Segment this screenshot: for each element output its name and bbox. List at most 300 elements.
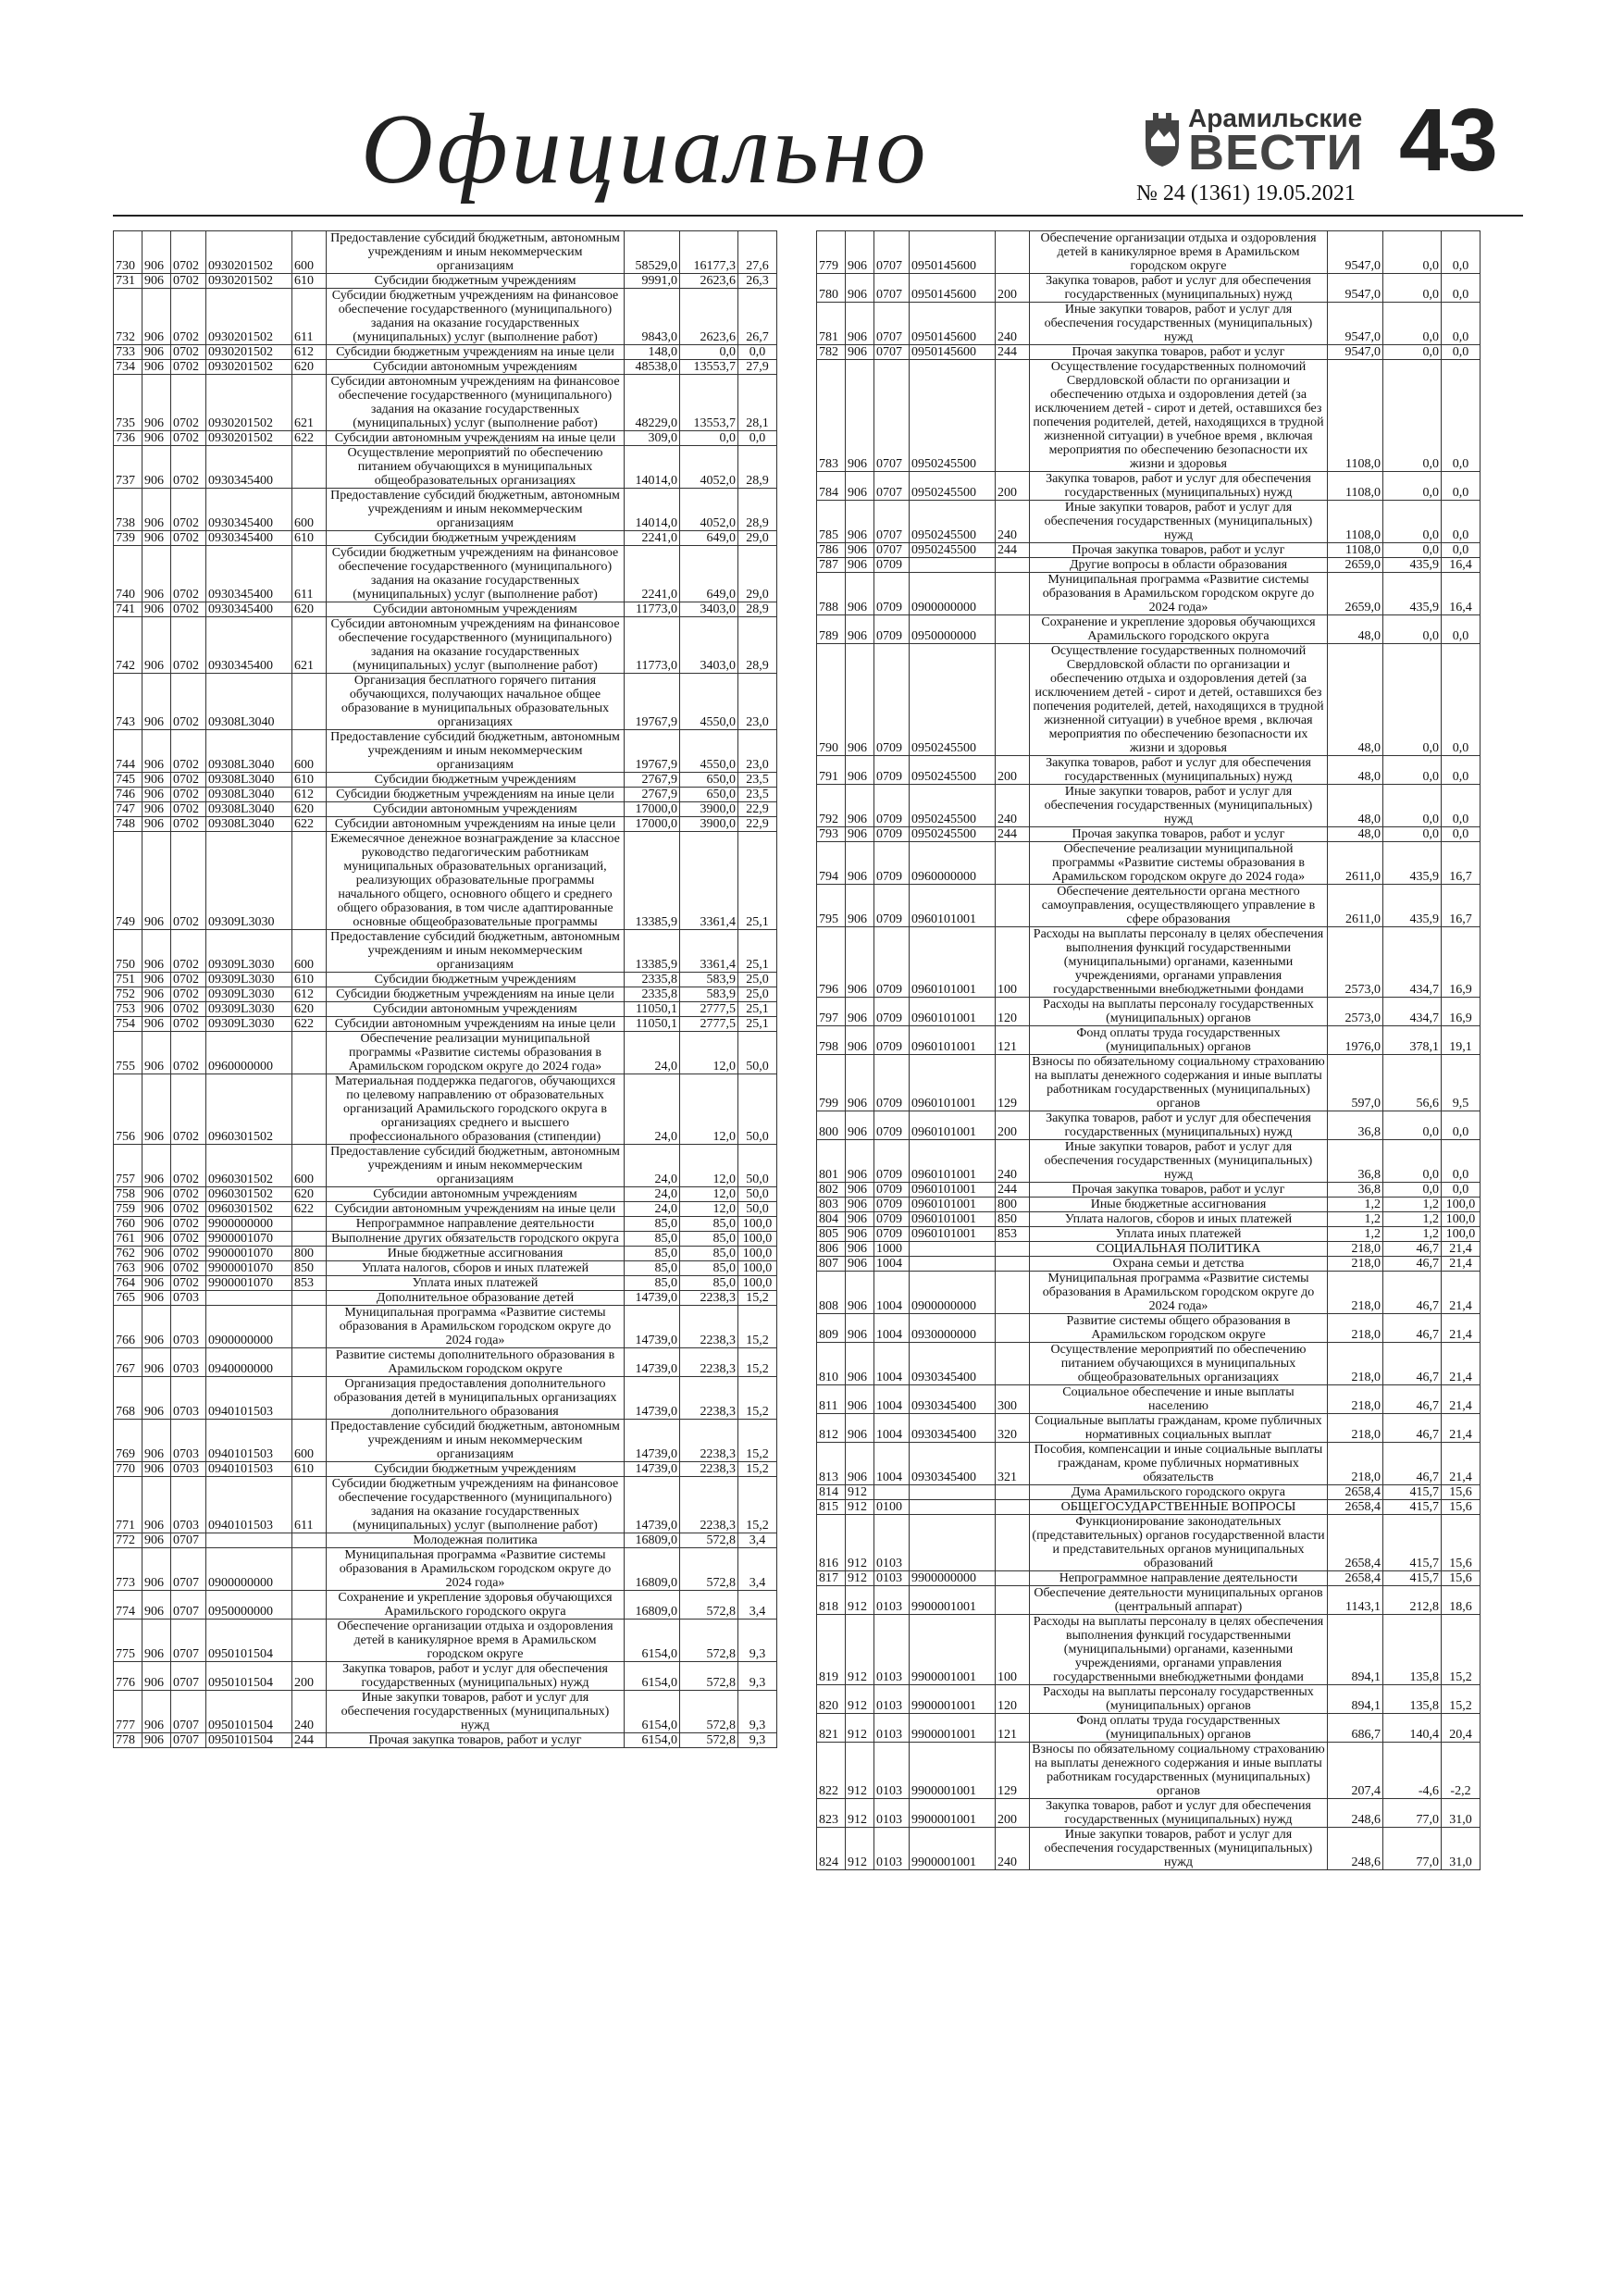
- target-article: 09309L3030: [206, 973, 292, 987]
- expense-type: 620: [292, 360, 327, 375]
- execution-percent: 50,0: [738, 1187, 777, 1202]
- plan-amount: 48,0: [1328, 644, 1383, 756]
- row-number: 752: [114, 987, 142, 1002]
- target-article: 0930201502: [206, 289, 292, 345]
- actual-amount: 0,0: [680, 345, 738, 360]
- department-code: 906: [846, 756, 874, 785]
- section-code: 0702: [171, 1261, 206, 1276]
- expense-name: Выполнение других обязательств городского округа: [327, 1232, 625, 1247]
- section-code: 0707: [171, 1662, 206, 1691]
- section-code: 0103: [874, 1515, 910, 1571]
- department-code: 906: [142, 1002, 171, 1017]
- left-table-body: [114, 231, 777, 1748]
- row-number: 798: [817, 1026, 846, 1055]
- actual-amount: 415,7: [1383, 1485, 1442, 1500]
- expense-type: 620: [292, 1002, 327, 1017]
- row-number: 824: [817, 1828, 846, 1870]
- expense-name: Уплата иных платежей: [327, 1276, 625, 1291]
- expense-name: Социальные выплаты гражданам, кроме публичных нормативных социальных выплат: [1030, 1414, 1328, 1443]
- section-code: 0707: [874, 472, 910, 501]
- row-number: 794: [817, 842, 846, 885]
- expense-name: Иные закупки товаров, работ и услуг для обеспечения государственных (муниципальных) нужд: [1030, 1140, 1328, 1183]
- target-article: [206, 1533, 292, 1548]
- expense-name: Субсидии бюджетным учреждениям на финансовое обеспечение государственного (муниципального) задания на оказание государственных (муниципальных) услуг (выполнение работ): [327, 1477, 625, 1533]
- table-row: [114, 274, 777, 289]
- row-number: 750: [114, 930, 142, 973]
- actual-amount: 572,8: [680, 1548, 738, 1591]
- expense-type: 850: [996, 1212, 1030, 1227]
- section-code: 0709: [874, 885, 910, 927]
- execution-percent: 0,0: [738, 345, 777, 360]
- row-number: 814: [817, 1485, 846, 1500]
- expense-type: [996, 1272, 1030, 1314]
- row-number: 771: [114, 1477, 142, 1533]
- section-code: 0709: [874, 927, 910, 998]
- target-article: 0930345400: [206, 531, 292, 546]
- expense-name: Ежемесячное денежное вознаграждение за классное руководство педагогическим работникам муниципальных образовательных организаций, реализующих образовательные программы начального общего, основного общего и среднего общего образования, в том числе адаптированные основные общеобразовательные программы: [327, 832, 625, 930]
- expense-type: 600: [292, 730, 327, 773]
- expense-type: 620: [292, 602, 327, 617]
- expense-name: Муниципальная программа «Развитие системы образования в Арамильском городском округе до 2024 года»: [327, 1306, 625, 1348]
- actual-amount: 435,9: [1383, 558, 1442, 573]
- section-code: 0103: [874, 1743, 910, 1799]
- plan-amount: 19767,9: [625, 730, 680, 773]
- expense-type: 100: [996, 1615, 1030, 1685]
- section-code: 0707: [874, 303, 910, 345]
- execution-percent: 15,6: [1442, 1515, 1481, 1571]
- execution-percent: 21,4: [1442, 1414, 1481, 1443]
- table-row: [817, 1615, 1481, 1685]
- expense-name: Субсидии автономным учреждениям на финансовое обеспечение государственного (муниципального) задания на оказание государственных (муниципальных) услуг (выполнение работ): [327, 617, 625, 674]
- expense-name: Уплата налогов, сборов и иных платежей: [1030, 1212, 1328, 1227]
- row-number: 818: [817, 1586, 846, 1615]
- target-article: 09309L3030: [206, 832, 292, 930]
- section-code: 0702: [171, 345, 206, 360]
- execution-percent: 3,4: [738, 1533, 777, 1548]
- department-code: 906: [142, 973, 171, 987]
- expense-type: 610: [292, 274, 327, 289]
- header-divider: [113, 215, 1523, 217]
- expense-name: Закупка товаров, работ и услуг для обеспечения государственных (муниципальных) нужд: [1030, 274, 1328, 303]
- table-row: [114, 446, 777, 489]
- execution-percent: 0,0: [1442, 1111, 1481, 1140]
- actual-amount: 572,8: [680, 1662, 738, 1691]
- target-article: [910, 558, 996, 573]
- actual-amount: 0,0: [1383, 785, 1442, 827]
- expense-type: 610: [292, 1462, 327, 1477]
- expense-type: 200: [996, 756, 1030, 785]
- row-number: 733: [114, 345, 142, 360]
- table-row: [817, 1743, 1481, 1799]
- execution-percent: 29,0: [738, 546, 777, 602]
- execution-percent: 15,2: [1442, 1615, 1481, 1685]
- target-article: 0950101504: [206, 1662, 292, 1691]
- department-code: 906: [846, 274, 874, 303]
- expense-name: Иные закупки товаров, работ и услуг для обеспечения государственных (муниципальных) нужд: [327, 1691, 625, 1733]
- department-code: 906: [142, 1276, 171, 1291]
- target-article: 0960101001: [910, 1111, 996, 1140]
- table-row: [114, 1620, 777, 1662]
- department-code: 906: [142, 674, 171, 730]
- actual-amount: 85,0: [680, 1247, 738, 1261]
- plan-amount: 597,0: [1328, 1055, 1383, 1111]
- row-number: 776: [114, 1662, 142, 1691]
- row-number: 753: [114, 1002, 142, 1017]
- expense-name: Сохранение и укрепление здоровья обучающихся Арамильского городского округа: [327, 1591, 625, 1620]
- expense-type: 200: [996, 274, 1030, 303]
- section-code: 1004: [874, 1314, 910, 1343]
- execution-percent: 0,0: [1442, 543, 1481, 558]
- department-code: 906: [846, 472, 874, 501]
- plan-amount: 11773,0: [625, 617, 680, 674]
- section-code: 0709: [874, 615, 910, 644]
- section-code: 0707: [874, 360, 910, 472]
- execution-percent: 31,0: [1442, 1799, 1481, 1828]
- expense-type: 321: [996, 1443, 1030, 1485]
- actual-amount: 13553,7: [680, 375, 738, 431]
- section-code: 0702: [171, 773, 206, 788]
- section-code: 0702: [171, 802, 206, 817]
- target-article: 0930345400: [910, 1414, 996, 1443]
- section-code: 0702: [171, 446, 206, 489]
- expense-type: [292, 446, 327, 489]
- row-number: 769: [114, 1420, 142, 1462]
- department-code: 906: [846, 842, 874, 885]
- expense-name: Обеспечение деятельности органа местного самоуправления, осуществляющего управление в сфере образования: [1030, 885, 1328, 927]
- expense-name: Взносы по обязательному социальному страхованию на выплаты денежного содержания и иные выплаты работникам государственных (муниципальных) органов: [1030, 1743, 1328, 1799]
- section-code: 0103: [874, 1799, 910, 1828]
- actual-amount: 3403,0: [680, 617, 738, 674]
- expense-type: 622: [292, 817, 327, 832]
- actual-amount: 2238,3: [680, 1291, 738, 1306]
- execution-percent: 16,7: [1442, 842, 1481, 885]
- actual-amount: 46,7: [1383, 1314, 1442, 1343]
- row-number: 774: [114, 1591, 142, 1620]
- department-code: 906: [846, 558, 874, 573]
- row-number: 804: [817, 1212, 846, 1227]
- expense-name: Иные бюджетные ассигнования: [327, 1247, 625, 1261]
- plan-amount: 248,6: [1328, 1828, 1383, 1870]
- row-number: 788: [817, 573, 846, 615]
- section-code: 0709: [874, 756, 910, 785]
- department-code: 906: [142, 489, 171, 531]
- section-code: 0702: [171, 973, 206, 987]
- row-number: 800: [817, 1111, 846, 1140]
- expense-type: 200: [996, 1799, 1030, 1828]
- expense-name: Иные закупки товаров, работ и услуг для обеспечения государственных (муниципальных) нужд: [1030, 785, 1328, 827]
- section-code: 0709: [874, 573, 910, 615]
- section-code: 0702: [171, 617, 206, 674]
- expense-name: Предоставление субсидий бюджетным, автономным учреждениям и иным некоммерческим организациям: [327, 1420, 625, 1462]
- expense-type: 244: [996, 543, 1030, 558]
- target-article: [206, 1291, 292, 1306]
- expense-name: Субсидии автономным учреждениям: [327, 1002, 625, 1017]
- department-code: 906: [846, 1026, 874, 1055]
- expense-name: Расходы на выплаты персоналу государственных (муниципальных) органов: [1030, 1685, 1328, 1714]
- table-row: [817, 1828, 1481, 1870]
- execution-percent: 16,4: [1442, 573, 1481, 615]
- table-row: [817, 573, 1481, 615]
- section-code: 0709: [874, 842, 910, 885]
- section-code: 0100: [874, 1500, 910, 1515]
- expense-name: Субсидии автономным учреждениям: [327, 602, 625, 617]
- execution-percent: 23,5: [738, 788, 777, 802]
- table-row: [114, 1533, 777, 1548]
- row-number: 791: [817, 756, 846, 785]
- actual-amount: 572,8: [680, 1691, 738, 1733]
- expense-name: Дума Арамильского городского округа: [1030, 1485, 1328, 1500]
- section-code: 0702: [171, 1032, 206, 1074]
- expense-type: 320: [996, 1414, 1030, 1443]
- plan-amount: 9547,0: [1328, 303, 1383, 345]
- expense-type: 600: [292, 489, 327, 531]
- plan-amount: 218,0: [1328, 1242, 1383, 1257]
- section-code: 0702: [171, 274, 206, 289]
- expense-name: СОЦИАЛЬНАЯ ПОЛИТИКА: [1030, 1242, 1328, 1257]
- table-row: [114, 773, 777, 788]
- target-article: 0900000000: [910, 1272, 996, 1314]
- expense-name: Непрограммное направление деятельности: [327, 1217, 625, 1232]
- section-code: [874, 1485, 910, 1500]
- plan-amount: 48,0: [1328, 785, 1383, 827]
- plan-amount: 2659,0: [1328, 573, 1383, 615]
- target-article: 9900000000: [206, 1217, 292, 1232]
- plan-amount: 218,0: [1328, 1385, 1383, 1414]
- execution-percent: 100,0: [738, 1232, 777, 1247]
- section-code: 0702: [171, 1074, 206, 1145]
- department-code: 906: [142, 274, 171, 289]
- table-row: [114, 1662, 777, 1691]
- expense-name: Предоставление субсидий бюджетным, автономным учреждениям и иным некоммерческим организациям: [327, 231, 625, 274]
- table-row: [114, 1377, 777, 1420]
- actual-amount: 3403,0: [680, 602, 738, 617]
- execution-percent: 15,2: [738, 1348, 777, 1377]
- execution-percent: 0,0: [1442, 827, 1481, 842]
- plan-amount: 48,0: [1328, 615, 1383, 644]
- row-number: 808: [817, 1272, 846, 1314]
- expense-name: Другие вопросы в области образования: [1030, 558, 1328, 573]
- row-number: 746: [114, 788, 142, 802]
- row-number: 778: [114, 1733, 142, 1748]
- department-code: 906: [142, 1348, 171, 1377]
- expense-type: [292, 1548, 327, 1591]
- target-article: 0950000000: [910, 615, 996, 644]
- target-article: 0950145600: [910, 231, 996, 274]
- row-number: 780: [817, 274, 846, 303]
- expense-type: [996, 644, 1030, 756]
- expense-name: Закупка товаров, работ и услуг для обеспечения государственных (муниципальных) нужд: [1030, 1799, 1328, 1828]
- section-code: 0702: [171, 431, 206, 446]
- target-article: 0930345400: [206, 617, 292, 674]
- section-code: 0702: [171, 930, 206, 973]
- expense-name: Обеспечение реализации муниципальной программы «Развитие системы образования в Арамильском городском округе до 2024 года»: [327, 1032, 625, 1074]
- target-article: 0940101503: [206, 1377, 292, 1420]
- plan-amount: 1976,0: [1328, 1026, 1383, 1055]
- table-row: [114, 1002, 777, 1017]
- row-number: 740: [114, 546, 142, 602]
- target-article: 0930201502: [206, 274, 292, 289]
- expense-name: ОБЩЕГОСУДАРСТВЕННЫЕ ВОПРОСЫ: [1030, 1500, 1328, 1515]
- department-code: 906: [142, 930, 171, 973]
- section-code: 0702: [171, 289, 206, 345]
- plan-amount: 13385,9: [625, 832, 680, 930]
- plan-amount: 218,0: [1328, 1343, 1383, 1385]
- row-number: 779: [817, 231, 846, 274]
- execution-percent: 0,0: [1442, 360, 1481, 472]
- actual-amount: 572,8: [680, 1591, 738, 1620]
- expense-name: Расходы на выплаты персоналу государственных (муниципальных) органов: [1030, 998, 1328, 1026]
- execution-percent: 21,4: [1442, 1343, 1481, 1385]
- section-code: 0103: [874, 1714, 910, 1743]
- plan-amount: 1143,1: [1328, 1586, 1383, 1615]
- expense-type: [996, 558, 1030, 573]
- expense-name: Субсидии бюджетным учреждениям на иные цели: [327, 987, 625, 1002]
- actual-amount: 46,7: [1383, 1385, 1442, 1414]
- expense-type: [292, 1306, 327, 1348]
- target-article: [910, 1500, 996, 1515]
- row-number: 792: [817, 785, 846, 827]
- expense-type: 240: [996, 501, 1030, 543]
- plan-amount: 148,0: [625, 345, 680, 360]
- expense-name: Субсидии бюджетным учреждениям на финансовое обеспечение государственного (муниципального) задания на оказание государственных (муниципальных) услуг (выполнение работ): [327, 546, 625, 602]
- actual-amount: 0,0: [1383, 501, 1442, 543]
- expense-name: Субсидии автономным учреждениям на иные цели: [327, 431, 625, 446]
- actual-amount: 3361,4: [680, 832, 738, 930]
- section-code: 0702: [171, 531, 206, 546]
- execution-percent: 0,0: [1442, 231, 1481, 274]
- plan-amount: 1,2: [1328, 1198, 1383, 1212]
- plan-amount: 6154,0: [625, 1662, 680, 1691]
- expense-type: 100: [996, 927, 1030, 998]
- section-code: 0707: [171, 1591, 206, 1620]
- actual-amount: 0,0: [1383, 827, 1442, 842]
- actual-amount: 1,2: [1383, 1198, 1442, 1212]
- row-number: 758: [114, 1187, 142, 1202]
- table-row: [114, 1232, 777, 1247]
- table-row: [817, 1257, 1481, 1272]
- actual-amount: 140,4: [1383, 1714, 1442, 1743]
- expense-type: [292, 1217, 327, 1232]
- table-row: [114, 832, 777, 930]
- expense-type: [292, 1591, 327, 1620]
- expense-name: Прочая закупка товаров, работ и услуг: [1030, 1183, 1328, 1198]
- expense-name: Обеспечение организации отдыха и оздоровления детей в каникулярное время в Арамильском городском округе: [1030, 231, 1328, 274]
- section-code: 0709: [874, 1183, 910, 1198]
- plan-amount: 17000,0: [625, 817, 680, 832]
- department-code: 906: [142, 446, 171, 489]
- table-row: [114, 973, 777, 987]
- actual-amount: 572,8: [680, 1620, 738, 1662]
- target-article: 09308L3040: [206, 773, 292, 788]
- execution-percent: 27,9: [738, 360, 777, 375]
- department-code: 912: [846, 1714, 874, 1743]
- expense-name: Уплата налогов, сборов и иных платежей: [327, 1261, 625, 1276]
- execution-percent: 50,0: [738, 1074, 777, 1145]
- section-code: 0702: [171, 987, 206, 1002]
- department-code: 906: [142, 345, 171, 360]
- section-code: 0709: [874, 558, 910, 573]
- expense-name: Субсидии бюджетным учреждениям на финансовое обеспечение государственного (муниципального) задания на оказание государственных (муниципальных) услуг (выполнение работ): [327, 289, 625, 345]
- plan-amount: 2241,0: [625, 531, 680, 546]
- actual-amount: 2238,3: [680, 1477, 738, 1533]
- execution-percent: 25,1: [738, 1017, 777, 1032]
- expense-name: Муниципальная программа «Развитие системы образования в Арамильском городском округе до 2024 года»: [327, 1548, 625, 1591]
- expense-type: 853: [292, 1276, 327, 1291]
- table-row: [114, 1306, 777, 1348]
- expense-name: Муниципальная программа «Развитие системы образования в Арамильском городском округе до 2024 года»: [1030, 1272, 1328, 1314]
- department-code: 906: [846, 1257, 874, 1272]
- section-code: 0707: [171, 1620, 206, 1662]
- execution-percent: 9,5: [1442, 1055, 1481, 1111]
- department-code: 906: [846, 785, 874, 827]
- plan-amount: 1108,0: [1328, 501, 1383, 543]
- section-code: 1004: [874, 1443, 910, 1485]
- execution-percent: 27,6: [738, 231, 777, 274]
- row-number: 802: [817, 1183, 846, 1198]
- section-code: 0702: [171, 1187, 206, 1202]
- expense-type: [292, 1348, 327, 1377]
- actual-amount: 650,0: [680, 788, 738, 802]
- plan-amount: 36,8: [1328, 1183, 1383, 1198]
- target-article: 0930345400: [206, 602, 292, 617]
- actual-amount: 135,8: [1383, 1685, 1442, 1714]
- row-number: 819: [817, 1615, 846, 1685]
- department-code: 906: [846, 885, 874, 927]
- actual-amount: 649,0: [680, 531, 738, 546]
- row-number: 738: [114, 489, 142, 531]
- table-row: [114, 1291, 777, 1306]
- section-code: 0702: [171, 730, 206, 773]
- section-code: 0103: [874, 1828, 910, 1870]
- target-article: 0960101001: [910, 927, 996, 998]
- row-number: 813: [817, 1443, 846, 1485]
- department-code: 906: [142, 802, 171, 817]
- section-code: 0103: [874, 1685, 910, 1714]
- expense-name: Субсидии бюджетным учреждениям на иные цели: [327, 345, 625, 360]
- actual-amount: 0,0: [1383, 615, 1442, 644]
- execution-percent: 22,9: [738, 817, 777, 832]
- expense-type: 600: [292, 1145, 327, 1187]
- target-article: 0960301502: [206, 1145, 292, 1187]
- row-number: 782: [817, 345, 846, 360]
- table-row: [114, 231, 777, 274]
- target-article: 0960301502: [206, 1187, 292, 1202]
- execution-percent: 25,0: [738, 973, 777, 987]
- plan-amount: 2611,0: [1328, 885, 1383, 927]
- expense-name: Расходы на выплаты персоналу в целях обеспечения выполнения функций государственными (муниципальными) органами, казенными учреждениями, органами управления государственными внебюджетными фондами: [1030, 927, 1328, 998]
- expense-name: Организация предоставления дополнительного образования детей в муниципальных организациях дополнительного образования: [327, 1377, 625, 1420]
- actual-amount: 4550,0: [680, 730, 738, 773]
- actual-amount: 2238,3: [680, 1420, 738, 1462]
- expense-type: 121: [996, 1714, 1030, 1743]
- row-number: 781: [817, 303, 846, 345]
- row-number: 755: [114, 1032, 142, 1074]
- target-article: 09309L3030: [206, 930, 292, 973]
- row-number: 730: [114, 231, 142, 274]
- row-number: 783: [817, 360, 846, 472]
- target-article: 0940101503: [206, 1477, 292, 1533]
- table-row: [817, 1242, 1481, 1257]
- department-code: 912: [846, 1485, 874, 1500]
- expense-name: Дополнительное образование детей: [327, 1291, 625, 1306]
- plan-amount: 6154,0: [625, 1620, 680, 1662]
- department-code: 906: [846, 1414, 874, 1443]
- table-row: [817, 1685, 1481, 1714]
- actual-amount: 12,0: [680, 1032, 738, 1074]
- expense-type: 622: [292, 1017, 327, 1032]
- target-article: 09309L3030: [206, 1002, 292, 1017]
- plan-amount: 2658,4: [1328, 1515, 1383, 1571]
